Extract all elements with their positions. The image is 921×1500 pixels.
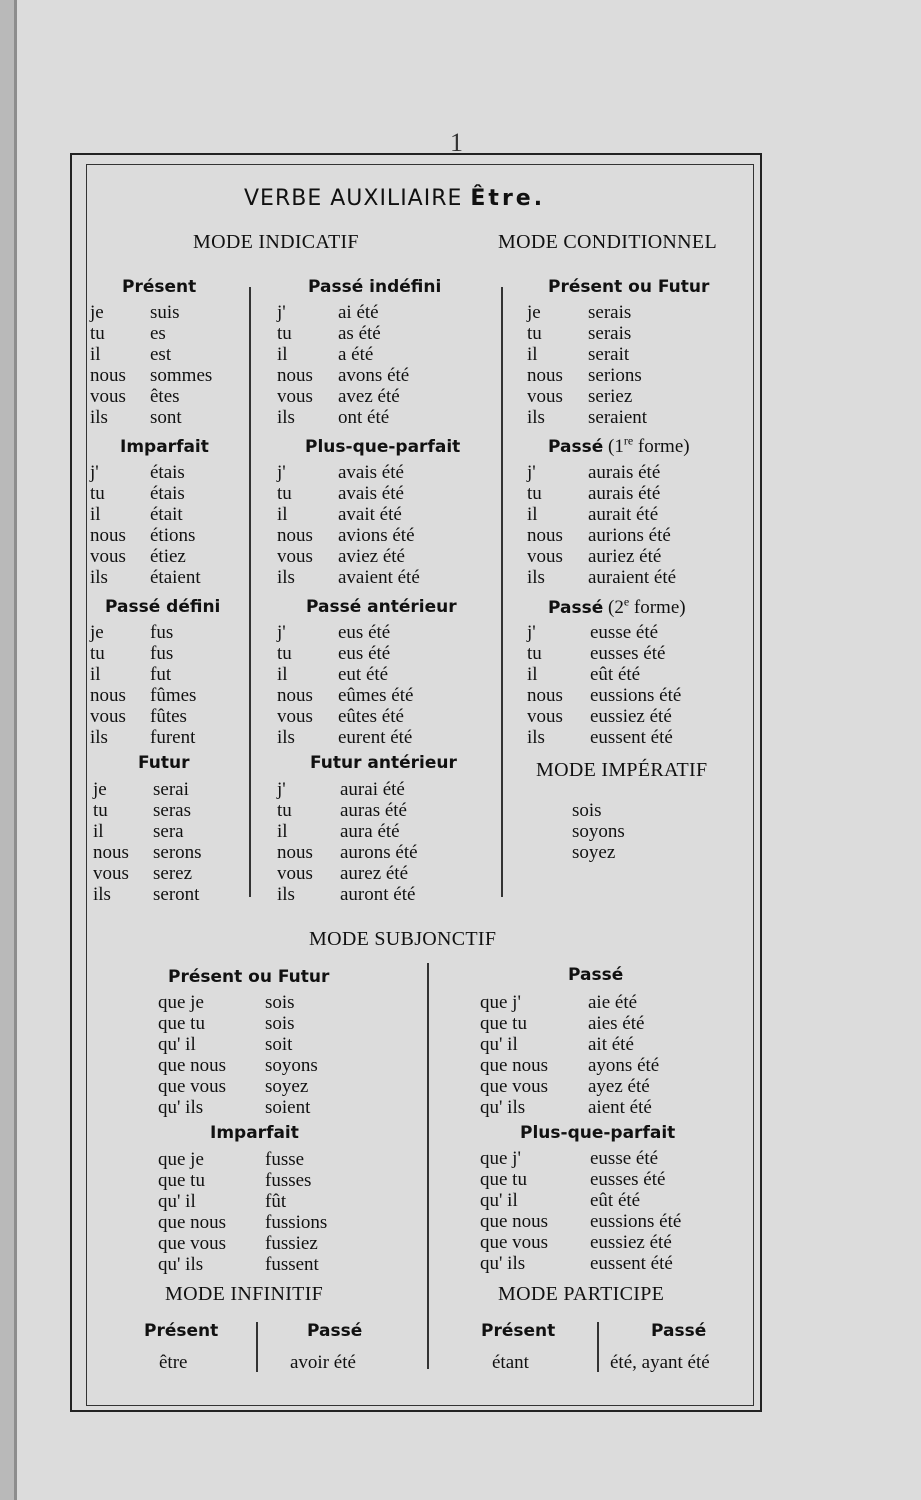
indicatif-passe-indefini-form: a été [338,344,374,365]
indicatif-passe-defini-form: fus [150,643,174,664]
indicatif-passe-anterieur-heading-label: Passé antérieur [306,597,457,617]
indicatif-passe-indefini-pronoun: ils [277,407,295,428]
indicatif-futur-anterieur-form: aurai été [340,779,405,800]
subjonctif-passe-form: ait été [588,1034,634,1055]
conditionnel-passe2-pronoun: vous [527,706,563,727]
indicatif-futur-pronoun: je [93,779,107,800]
conditionnel-present-pronoun: vous [527,386,563,407]
indicatif-plus-que-parfait-pronoun: il [277,504,288,525]
conditionnel-passe2-form: eusses été [590,643,666,664]
indicatif-passe-anterieur-form: eûmes été [338,685,414,706]
indicatif-passe-anterieur-form: eurent été [338,727,413,748]
subjonctif-passe-heading-label: Passé [568,965,624,985]
title-prefix: VERBE AUXILIAIRE [244,186,463,211]
indicatif-imparfait-form: étions [150,525,196,546]
conditionnel-passe1-heading [548,433,690,458]
conditionnel-passe1-pronoun: vous [527,546,563,567]
indicatif-plus-que-parfait-pronoun: j' [277,462,286,483]
indicatif-plus-que-parfait-form: aviez été [338,546,405,567]
subjonctif-passe-form: aies été [588,1013,645,1034]
subjonctif-passe-pronoun: que vous [480,1076,549,1097]
infinitif-present-heading: Présent [144,1321,219,1341]
conditionnel-passe1-form: auriez été [588,546,662,567]
subjonctif-present-pronoun: qu' il [158,1034,196,1055]
infinitif-present: être [159,1352,188,1373]
subjonctif-plus-que-parfait-pronoun: que tu [480,1169,527,1190]
indicatif-passe-defini-form: fûtes [150,706,187,727]
indicatif-futur-anterieur-form: aurons été [340,842,418,863]
indicatif-passe-defini-pronoun: je [90,622,104,643]
indicatif-imparfait-pronoun: il [90,504,101,525]
indicatif-futur-heading [138,753,189,774]
subjonctif-imparfait-form: fussent [265,1254,319,1275]
participe-present: étant [492,1352,529,1373]
subjonctif-passe-form: ayons été [588,1055,660,1076]
indicatif-passe-anterieur-pronoun: nous [277,685,313,706]
conditionnel-passe2-form: eusse été [590,622,659,643]
indicatif-plus-que-parfait-form: avait été [338,504,402,525]
indicatif-passe-indefini-pronoun: tu [277,323,292,344]
subjonctif-present-heading-label: Présent ou Futur [168,967,330,987]
mode-participe-heading: MODE PARTICIPE [498,1283,665,1305]
subjonctif-plus-que-parfait-heading-label: Plus-que-parfait [520,1123,676,1143]
conditionnel-passe1-pronoun: ils [527,567,545,588]
indicatif-present-pronoun: vous [90,386,126,407]
indicatif-present-form: sont [150,407,182,428]
conditionnel-present-form: seraient [588,407,648,428]
subjonctif-plus-que-parfait-form: eusses été [590,1169,666,1190]
indicatif-futur-pronoun: il [93,821,104,842]
infinitif-passe: avoir été [290,1352,356,1373]
participe-present-heading: Présent [481,1321,556,1341]
subjonctif-plus-que-parfait-pronoun: que vous [480,1232,549,1253]
conditionnel-present-heading [548,277,709,298]
indicatif-present-form: êtes [150,386,180,407]
conditionnel-present-form: serais [588,302,632,323]
conditionnel-passe1-pronoun: nous [527,525,563,546]
subjonctif-plus-que-parfait-pronoun: qu' il [480,1190,518,1211]
participe-passe: été, ayant été [610,1352,710,1373]
indicatif-futur-pronoun: ils [93,884,111,905]
indicatif-futur-form: serez [153,863,193,884]
subjonctif-passe-pronoun: qu' ils [480,1097,526,1118]
imperatif-form: soyez [572,842,616,863]
infinitif-passe-heading: Passé [307,1321,363,1341]
mode-imperatif-heading: MODE IMPÉRATIF [536,759,708,781]
subjonctif-imparfait-form: fût [265,1191,287,1212]
indicatif-futur-form: sera [153,821,184,842]
indicatif-passe-anterieur-form: eûtes été [338,706,404,727]
indicatif-imparfait-pronoun: ils [90,567,108,588]
conditionnel-passe2-pronoun: j' [527,622,536,643]
indicatif-futur-form: seront [153,884,200,905]
mode-subjonctif-heading: MODE SUBJONCTIF [309,928,497,950]
indicatif-passe-defini-form: fûmes [150,685,197,706]
indicatif-passe-anterieur-pronoun: ils [277,727,295,748]
indicatif-passe-anterieur-heading [306,597,457,618]
conditionnel-present-form: serait [588,344,630,365]
indicatif-passe-anterieur-pronoun: vous [277,706,313,727]
subjonctif-plus-que-parfait-heading [520,1123,675,1144]
indicatif-plus-que-parfait-pronoun: ils [277,567,295,588]
subjonctif-plus-que-parfait-form: eussions été [590,1211,682,1232]
indicatif-passe-indefini-pronoun: j' [277,302,286,323]
conditionnel-passe1-form: auraient été [588,567,677,588]
mode-indicatif-heading: MODE INDICATIF [193,231,359,253]
subjonctif-passe-heading [568,965,623,986]
conditionnel-passe1-form: aurais été [588,483,661,504]
divider-conditionnel [501,287,503,897]
subjonctif-passe-pronoun: que j' [480,992,521,1013]
indicatif-present-form: sommes [150,365,213,386]
indicatif-imparfait-pronoun: j' [90,462,99,483]
conditionnel-passe1-form: aurais été [588,462,661,483]
indicatif-futur-anterieur-pronoun: nous [277,842,313,863]
conditionnel-passe2-form: eussions été [590,685,682,706]
indicatif-passe-anterieur-form: eus été [338,643,391,664]
subjonctif-passe-pronoun: que nous [480,1055,549,1076]
indicatif-imparfait-pronoun: nous [90,525,126,546]
indicatif-plus-que-parfait-heading [305,437,460,458]
conditionnel-passe2-heading [548,594,686,619]
indicatif-futur-pronoun: vous [93,863,129,884]
conditionnel-present-pronoun: nous [527,365,563,386]
indicatif-passe-indefini-form: avons été [338,365,410,386]
indicatif-imparfait-pronoun: tu [90,483,105,504]
indicatif-passe-anterieur-pronoun: tu [277,643,292,664]
indicatif-passe-indefini-form: ont été [338,407,390,428]
indicatif-present-form: suis [150,302,180,323]
subjonctif-plus-que-parfait-form: eussiez été [590,1232,672,1253]
subjonctif-present-form: soit [265,1034,293,1055]
subjonctif-passe-pronoun: qu' il [480,1034,518,1055]
subjonctif-imparfait-form: fusses [265,1170,312,1191]
subjonctif-plus-que-parfait-form: eût été [590,1190,641,1211]
indicatif-passe-indefini-pronoun: il [277,344,288,365]
participe-passe-heading: Passé [651,1321,707,1341]
page-title [244,186,545,211]
indicatif-imparfait-pronoun: vous [90,546,126,567]
imperatif-form: sois [572,800,602,821]
subjonctif-passe-form: aie été [588,992,638,1013]
subjonctif-imparfait-pronoun: que vous [158,1233,227,1254]
indicatif-passe-defini-pronoun: nous [90,685,126,706]
subjonctif-present-form: sois [265,1013,295,1034]
conditionnel-passe2-form: eussent été [590,727,673,748]
indicatif-futur-anterieur-pronoun: il [277,821,288,842]
subjonctif-present-form: soyez [265,1076,309,1097]
book-spine-edge [14,0,17,1500]
subjonctif-plus-que-parfait-pronoun: que j' [480,1148,521,1169]
conditionnel-passe1-form-note: (1re forme) [603,433,690,457]
book-spine [0,0,14,1500]
conditionnel-present-pronoun: tu [527,323,542,344]
subjonctif-present-heading [168,967,329,988]
indicatif-passe-defini-pronoun: il [90,664,101,685]
divider-indicatif [249,287,251,897]
subjonctif-present-pronoun: qu' ils [158,1097,204,1118]
indicatif-passe-indefini-heading-label: Passé indéfini [308,277,442,297]
indicatif-passe-indefini-heading [308,277,441,298]
indicatif-passe-indefini-form: avez été [338,386,400,407]
conditionnel-present-form: seriez [588,386,633,407]
divider-subjonctif [427,963,429,1369]
conditionnel-passe2-pronoun: nous [527,685,563,706]
conditionnel-present-pronoun: ils [527,407,545,428]
indicatif-futur-anterieur-heading-label: Futur antérieur [310,753,457,773]
subjonctif-present-pronoun: que vous [158,1076,227,1097]
indicatif-imparfait-form: étaient [150,567,201,588]
subjonctif-passe-pronoun: que tu [480,1013,527,1034]
subjonctif-plus-que-parfait-form: eusse été [590,1148,659,1169]
indicatif-present-form: est [150,344,172,365]
conditionnel-passe1-form: aurait été [588,504,659,525]
indicatif-passe-defini-form: fus [150,622,174,643]
indicatif-imparfait-heading [120,437,209,458]
indicatif-plus-que-parfait-form: avais été [338,462,404,483]
conditionnel-present-form: serions [588,365,642,386]
conditionnel-passe2-heading-label: Passé [548,598,604,618]
indicatif-imparfait-form: étiez [150,546,186,567]
indicatif-futur-anterieur-pronoun: tu [277,800,292,821]
indicatif-imparfait-form: étais [150,462,185,483]
subjonctif-imparfait-pronoun: que tu [158,1170,205,1191]
indicatif-present-pronoun: tu [90,323,105,344]
indicatif-futur-anterieur-pronoun: j' [277,779,286,800]
indicatif-passe-anterieur-form: eut été [338,664,389,685]
indicatif-futur-heading-label: Futur [138,753,190,773]
indicatif-imparfait-form: étais [150,483,185,504]
indicatif-passe-anterieur-pronoun: il [277,664,288,685]
indicatif-passe-defini-heading [105,597,220,618]
indicatif-passe-defini-heading-label: Passé défini [105,597,221,617]
conditionnel-passe1-pronoun: il [527,504,538,525]
conditionnel-passe1-form: aurions été [588,525,671,546]
conditionnel-present-heading-label: Présent ou Futur [548,277,710,297]
indicatif-futur-anterieur-form: aura été [340,821,400,842]
indicatif-present-pronoun: nous [90,365,126,386]
indicatif-passe-indefini-pronoun: nous [277,365,313,386]
divider-infinitif [256,1322,258,1372]
indicatif-passe-anterieur-pronoun: j' [277,622,286,643]
subjonctif-imparfait-form: fussiez [265,1233,318,1254]
indicatif-present-heading-label: Présent [122,277,197,297]
indicatif-futur-pronoun: tu [93,800,108,821]
indicatif-passe-defini-pronoun: ils [90,727,108,748]
conditionnel-passe1-pronoun: tu [527,483,542,504]
subjonctif-imparfait-form: fussions [265,1212,328,1233]
indicatif-passe-anterieur-form: eus été [338,622,391,643]
indicatif-present-heading [122,277,196,298]
indicatif-passe-defini-form: fut [150,664,172,685]
indicatif-imparfait-form: était [150,504,183,525]
indicatif-futur-anterieur-heading [310,753,457,774]
conditionnel-passe2-form: eussiez été [590,706,672,727]
indicatif-futur-pronoun: nous [93,842,129,863]
subjonctif-present-pronoun: que je [158,992,204,1013]
indicatif-plus-que-parfait-form: avais été [338,483,404,504]
conditionnel-passe1-heading-label: Passé [548,437,604,457]
indicatif-passe-indefini-form: as été [338,323,381,344]
conditionnel-present-form: serais [588,323,632,344]
indicatif-plus-que-parfait-heading-label: Plus-que-parfait [305,437,461,457]
subjonctif-present-pronoun: que nous [158,1055,227,1076]
indicatif-passe-defini-pronoun: tu [90,643,105,664]
conditionnel-passe2-form: eût été [590,664,641,685]
indicatif-passe-defini-pronoun: vous [90,706,126,727]
indicatif-futur-form: serai [153,779,189,800]
indicatif-futur-form: serons [153,842,202,863]
conditionnel-passe2-pronoun: il [527,664,538,685]
indicatif-passe-indefini-pronoun: vous [277,386,313,407]
imperatif-form: soyons [572,821,625,842]
subjonctif-imparfait-pronoun: que nous [158,1212,227,1233]
subjonctif-imparfait-pronoun: qu' ils [158,1254,204,1275]
conditionnel-present-pronoun: il [527,344,538,365]
subjonctif-present-form: sois [265,992,295,1013]
conditionnel-passe2-pronoun: tu [527,643,542,664]
indicatif-present-pronoun: il [90,344,101,365]
indicatif-futur-anterieur-form: aurez été [340,863,409,884]
indicatif-futur-anterieur-pronoun: ils [277,884,295,905]
indicatif-futur-anterieur-pronoun: vous [277,863,313,884]
indicatif-plus-que-parfait-pronoun: tu [277,483,292,504]
subjonctif-plus-que-parfait-pronoun: qu' ils [480,1253,526,1274]
indicatif-passe-indefini-form: ai été [338,302,379,323]
indicatif-futur-anterieur-form: auras été [340,800,407,821]
mode-infinitif-heading: MODE INFINITIF [165,1283,324,1305]
indicatif-passe-defini-form: furent [150,727,196,748]
subjonctif-imparfait-heading-label: Imparfait [210,1123,299,1143]
indicatif-futur-anterieur-form: auront été [340,884,416,905]
subjonctif-imparfait-pronoun: que je [158,1149,204,1170]
indicatif-plus-que-parfait-pronoun: nous [277,525,313,546]
indicatif-present-pronoun: je [90,302,104,323]
subjonctif-imparfait-form: fusse [265,1149,305,1170]
indicatif-futur-form: seras [153,800,191,821]
subjonctif-passe-form: ayez été [588,1076,650,1097]
mode-conditionnel-heading: MODE CONDITIONNEL [498,231,717,253]
subjonctif-passe-form: aient été [588,1097,652,1118]
conditionnel-passe1-pronoun: j' [527,462,536,483]
subjonctif-imparfait-pronoun: qu' il [158,1191,196,1212]
indicatif-plus-que-parfait-pronoun: vous [277,546,313,567]
indicatif-present-pronoun: ils [90,407,108,428]
subjonctif-present-form: soient [265,1097,311,1118]
indicatif-plus-que-parfait-form: avaient été [338,567,420,588]
conditionnel-present-pronoun: je [527,302,541,323]
indicatif-plus-que-parfait-form: avions été [338,525,415,546]
subjonctif-present-form: soyons [265,1055,318,1076]
subjonctif-imparfait-heading [210,1123,299,1144]
subjonctif-present-pronoun: que tu [158,1013,205,1034]
conditionnel-passe2-pronoun: ils [527,727,545,748]
indicatif-imparfait-heading-label: Imparfait [120,437,209,457]
conditionnel-passe2-form-note: (2e forme) [603,594,686,618]
subjonctif-plus-que-parfait-pronoun: que nous [480,1211,549,1232]
page-mark: 1 [450,128,463,157]
subjonctif-plus-que-parfait-form: eussent été [590,1253,673,1274]
divider-participe [597,1322,599,1372]
title-verb: Être. [470,186,546,211]
indicatif-present-form: es [150,323,166,344]
